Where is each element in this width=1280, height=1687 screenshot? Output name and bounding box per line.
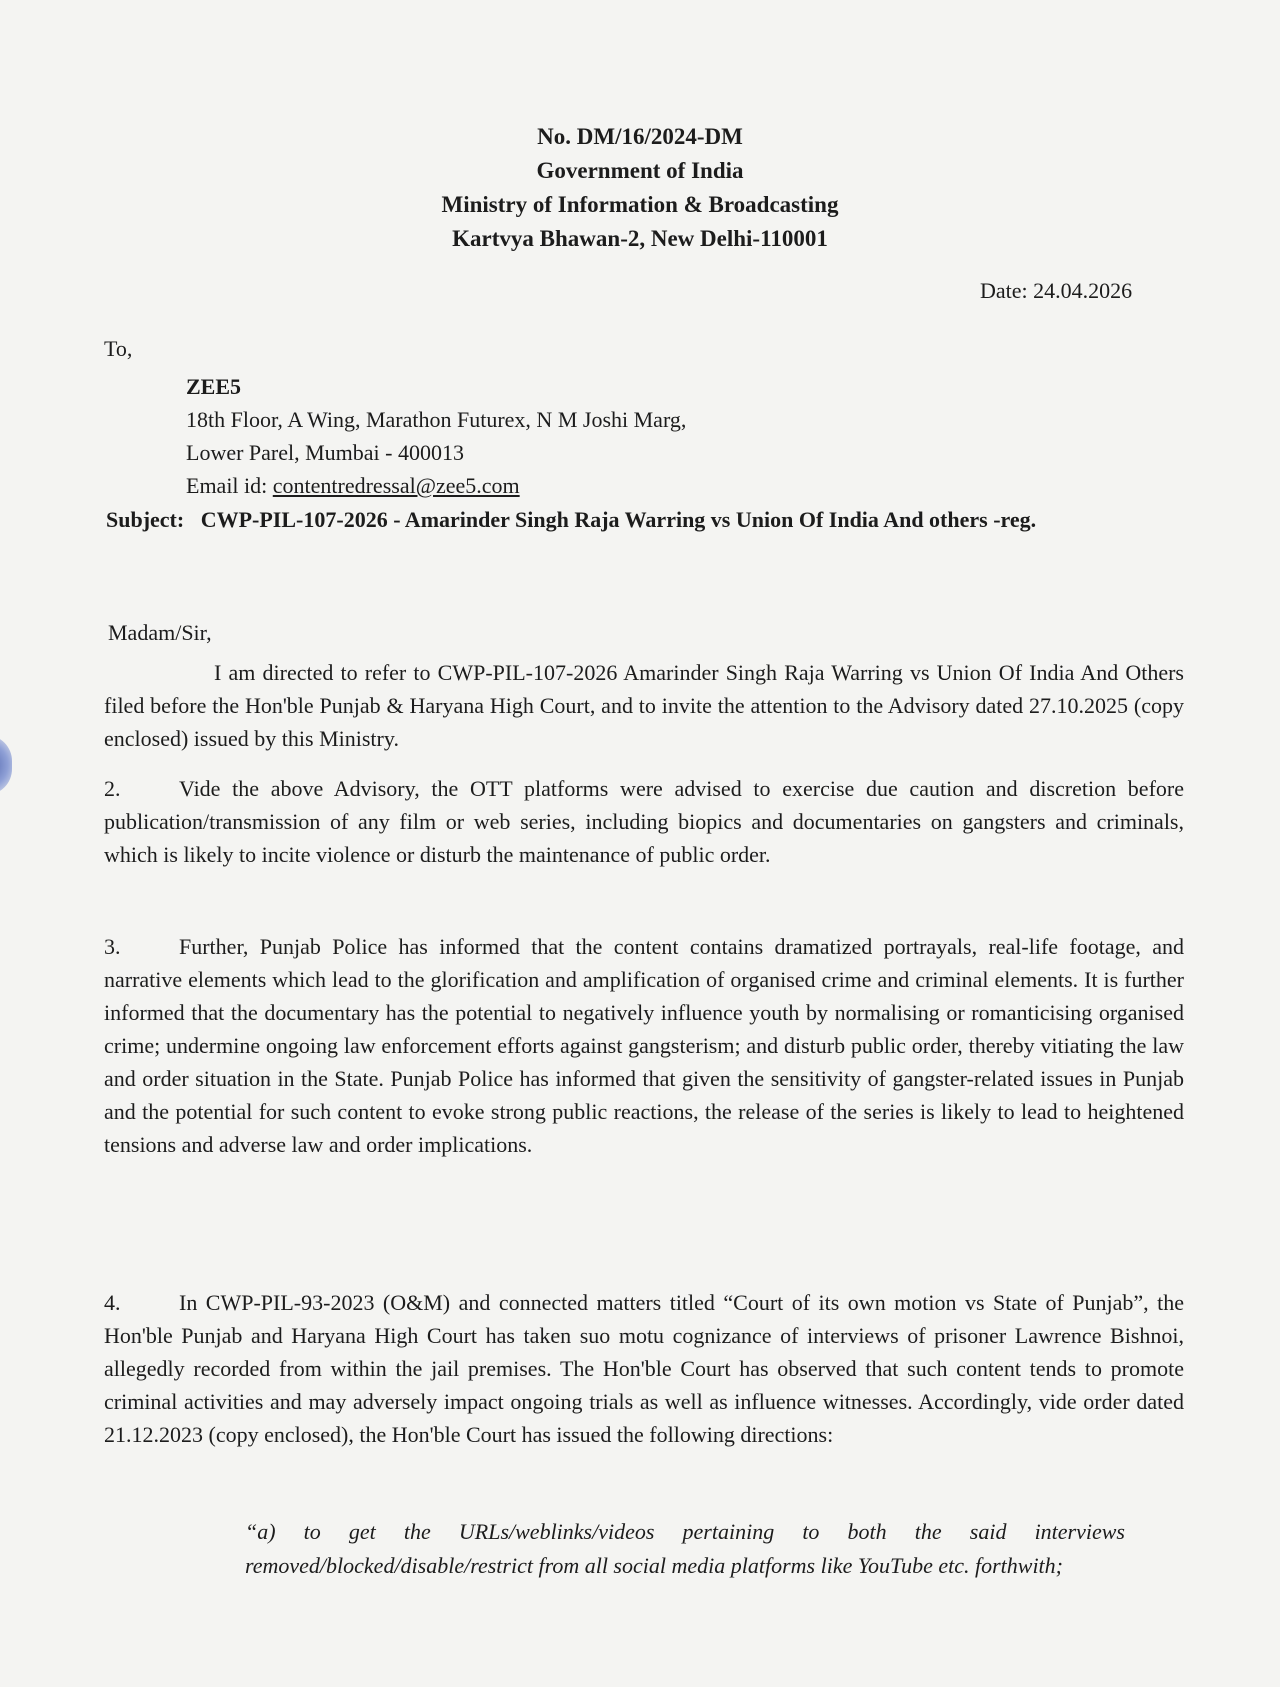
paragraph-4	[104, 1286, 1184, 1451]
ministry-name: Ministry of Information & Broadcasting	[441, 192, 839, 217]
scan-edge-mark	[0, 735, 12, 795]
paragraph-2	[104, 772, 1184, 871]
paragraph-text: Vide the above Advisory, the OTT platforms were advised to exercise due caution and discretion before publication/transmission of any film or web series, including biopics and documentaries on gangsters and criminals, which is likely to incite violence or disturb the maintenance of public order.	[104, 776, 1184, 867]
recipient-name: ZEE5	[186, 374, 242, 399]
subject-line	[106, 500, 1181, 540]
salutation: Madam/Sir,	[108, 620, 212, 645]
email-label: Email id:	[186, 473, 268, 498]
paragraph-number: 2.	[104, 776, 121, 801]
paragraph-1: I am directed to refer to CWP-PIL-107-2026 Amarinder Singh Raja Warring vs Union Of India And Others filed before the Hon'ble Punjab & Haryana High Court, and to invite the attention to the Advisory dated 27.10.2025 (copy enclosed) issued by this Ministry.	[104, 660, 1184, 751]
letter-date: Date: 24.04.2026	[980, 278, 1133, 303]
paragraph-3	[104, 930, 1184, 1161]
recipient-address	[186, 370, 686, 502]
recipient-line-2: Lower Parel, Mumbai - 400013	[186, 440, 464, 465]
subject-label: Subject:	[106, 507, 185, 532]
ministry-address: Kartvya Bhawan-2, New Delhi-110001	[452, 226, 828, 251]
subject-text: CWP-PIL-107-2026 - Amarinder Singh Raja Warring vs Union Of India And others -reg.	[200, 507, 1037, 532]
paragraph-text: Further, Punjab Police has informed that the content contains dramatized portrayals, real-life footage, and narrative elements which lead to the glorification and amplification of organised crime and criminal elements. It is further informed that the documentary has the potential to negatively influence youth by normalising or romanticising organised crime; undermine ongoing law enforcement efforts against gangsterism; and disturb public order, thereby vitiating the law and order situation in the State. Punjab Police has informed that given the sensitivity of gangster-related issues in Punjab and the potential for such content to evoke strong public reactions, the release of the series is likely to lead to heightened tensions and adverse law and order implications.	[104, 934, 1184, 1157]
letter-header	[380, 120, 900, 256]
paragraph-number: 3.	[104, 934, 121, 959]
recipient-email-row	[186, 469, 686, 502]
government-name: Government of India	[536, 158, 744, 183]
reference-number: No. DM/16/2024-DM	[537, 124, 743, 149]
to-label: To,	[104, 336, 133, 361]
court-direction-quote: “a) to get the URLs/weblinks/videos pertaining to both the said interviews removed/blocked/disable/restrict from all social media platforms like YouTube etc. forthwith;	[245, 1519, 1125, 1578]
paragraph-text: In CWP-PIL-93-2023 (O&M) and connected matters titled “Court of its own motion vs State of Punjab”, the Hon'ble Punjab and Haryana High Court has taken suo motu cognizance of interviews of prisoner Lawrence Bishnoi, allegedly recorded from within the jail premises. The Hon'ble Court has observed that such content tends to promote criminal activities and may adversely impact ongoing trials as well as influence witnesses. Accordingly, vide order dated 21.12.2023 (copy enclosed), the Hon'ble Court has issued the following directions:	[104, 1290, 1184, 1447]
paragraph-number: 4.	[104, 1290, 121, 1315]
email-link[interactable]: contentredressal@zee5.com	[272, 473, 520, 498]
recipient-line-1: 18th Floor, A Wing, Marathon Futurex, N M Joshi Marg,	[186, 407, 687, 432]
